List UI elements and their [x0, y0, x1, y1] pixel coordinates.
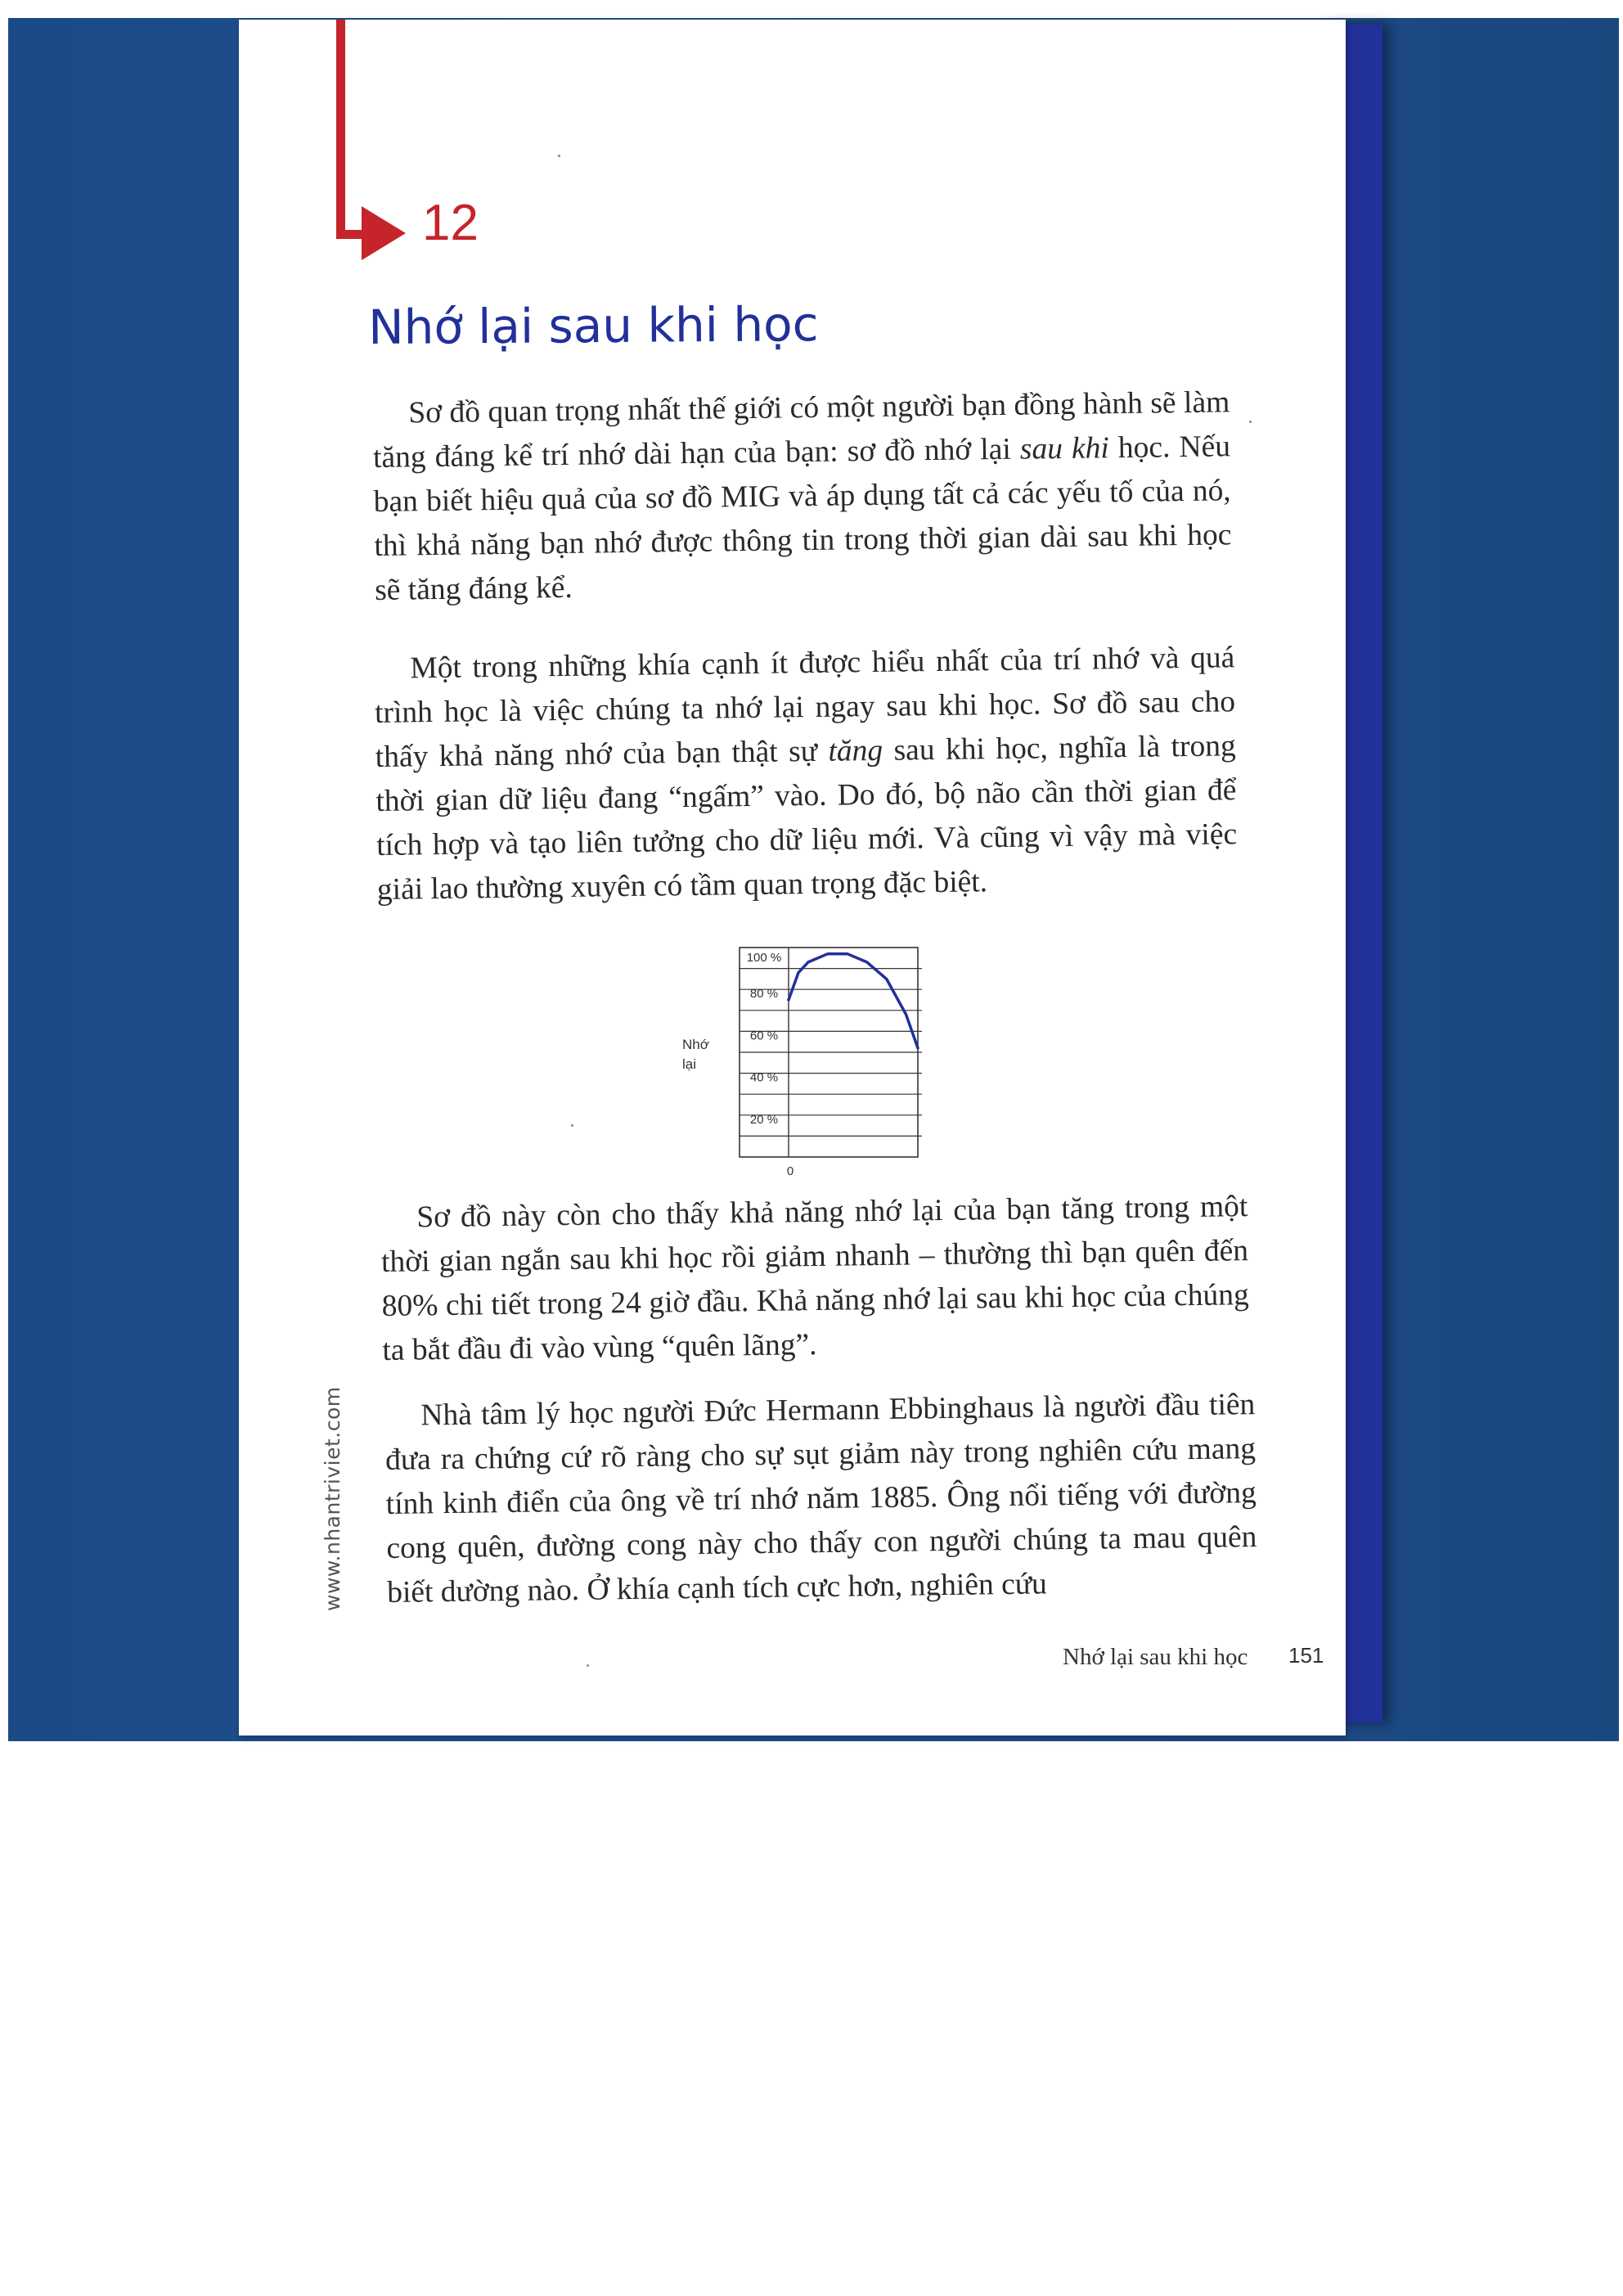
paragraph-1-emphasis: sau khi: [1019, 431, 1110, 466]
recall-chart: [672, 930, 934, 1183]
paragraph-1-text-a: Sơ đồ quan trọng nhất thế giới có một người bạn đồng hành sẽ làm tăng đáng kể trí nhớ dài hạn của bạn: sơ đồ nhớ lại: [372, 385, 1230, 475]
recall-chart-svg: [672, 930, 934, 1183]
chapter-number: 12: [422, 195, 479, 251]
chart-y-tick-label: 60 %: [749, 1029, 779, 1043]
book-page: [239, 20, 1346, 1736]
scan-speck: [558, 155, 560, 157]
paragraph-2-emphasis: tăng: [828, 733, 883, 768]
paragraph-2-text-a: Một trong những khía cạnh ít được hiểu nhất của trí nhớ và quá trình học là việc chúng ta nhớ lại ngay sau khi học. Sơ đồ sau cho thấy khả năng nhớ của bạn thật sự: [374, 641, 1236, 774]
chart-y-tick-label: 40 %: [749, 1070, 779, 1085]
scan-speck: [571, 1124, 573, 1127]
scan-speck: [1249, 421, 1252, 423]
running-head: Nhớ lại sau khi học: [1063, 1644, 1248, 1670]
paragraph-2-text-b: sau khi học, nghĩa là trong thời gian dữ liệu đang “ngấm” vào. Do đó, bộ não cần thời gian để tích hợp và tạo liên tưởng cho dữ liệu mới. Và cũng vì vậy mà việc giải lao thường xuyên có tầm quan trọng đặc biệt.: [375, 729, 1238, 907]
paragraph-3: Sơ đồ này còn cho thấy khả năng nhớ lại của bạn tăng trong một thời gian ngắn sau khi học rồi giảm nhanh – thường thì bạn quên đến 80% chi tiết trong 24 giờ đầu. Khả năng nhớ lại sau khi học của chúng ta bắt đầu đi vào vùng “quên lãng”.: [380, 1190, 1249, 1367]
chart-y-axis-label-line-1: Nhớ: [682, 1037, 709, 1052]
chart-y-tick-label: 80 %: [749, 987, 779, 1002]
chapter-bracket-line: [336, 20, 345, 239]
chapter-bracket-foot: [336, 230, 364, 239]
paragraph-1-text-b: học. Nếu bạn biết hiệu quả của sơ đồ MIG và áp dụng tất cả các yếu tố của nó, thì khả năng bạn nhớ được thông tin trong thời gian dài sau khi học sẽ tăng đáng kể.: [373, 430, 1232, 607]
page-number: 151: [1288, 1643, 1324, 1668]
side-website-url: www.nhantriviet.com: [321, 1386, 344, 1611]
chart-y-axis-label-line-2: lại: [682, 1056, 697, 1072]
paragraph-2: [374, 636, 1238, 912]
chart-y-tick-label: 20 %: [749, 1112, 779, 1127]
paragraph-4: Nhà tâm lý học người Đức Hermann Ebbinghaus là người đầu tiên đưa ra chứng cứ rõ ràng cho sự sụt giảm này trong nghiên cứu mang tính kinh điển của ông về trí nhớ năm 1885. Ông nổi tiếng với đường cong quên, đường cong này cho thấy con người chúng ta mau quên biết dường nào. Ở khía cạnh tích cực hơn, nghiên cứu: [384, 1388, 1257, 1609]
chart-y-tick-label: 100 %: [746, 951, 782, 965]
chart-recall-curve: [789, 954, 918, 1048]
chart-x-tick-label: 0: [786, 1164, 794, 1178]
chapter-arrow-icon: [362, 206, 406, 260]
paragraph-1: [372, 380, 1232, 613]
chapter-title: Nhớ lại sau khi học: [367, 296, 819, 355]
scan-speck: [587, 1664, 589, 1667]
